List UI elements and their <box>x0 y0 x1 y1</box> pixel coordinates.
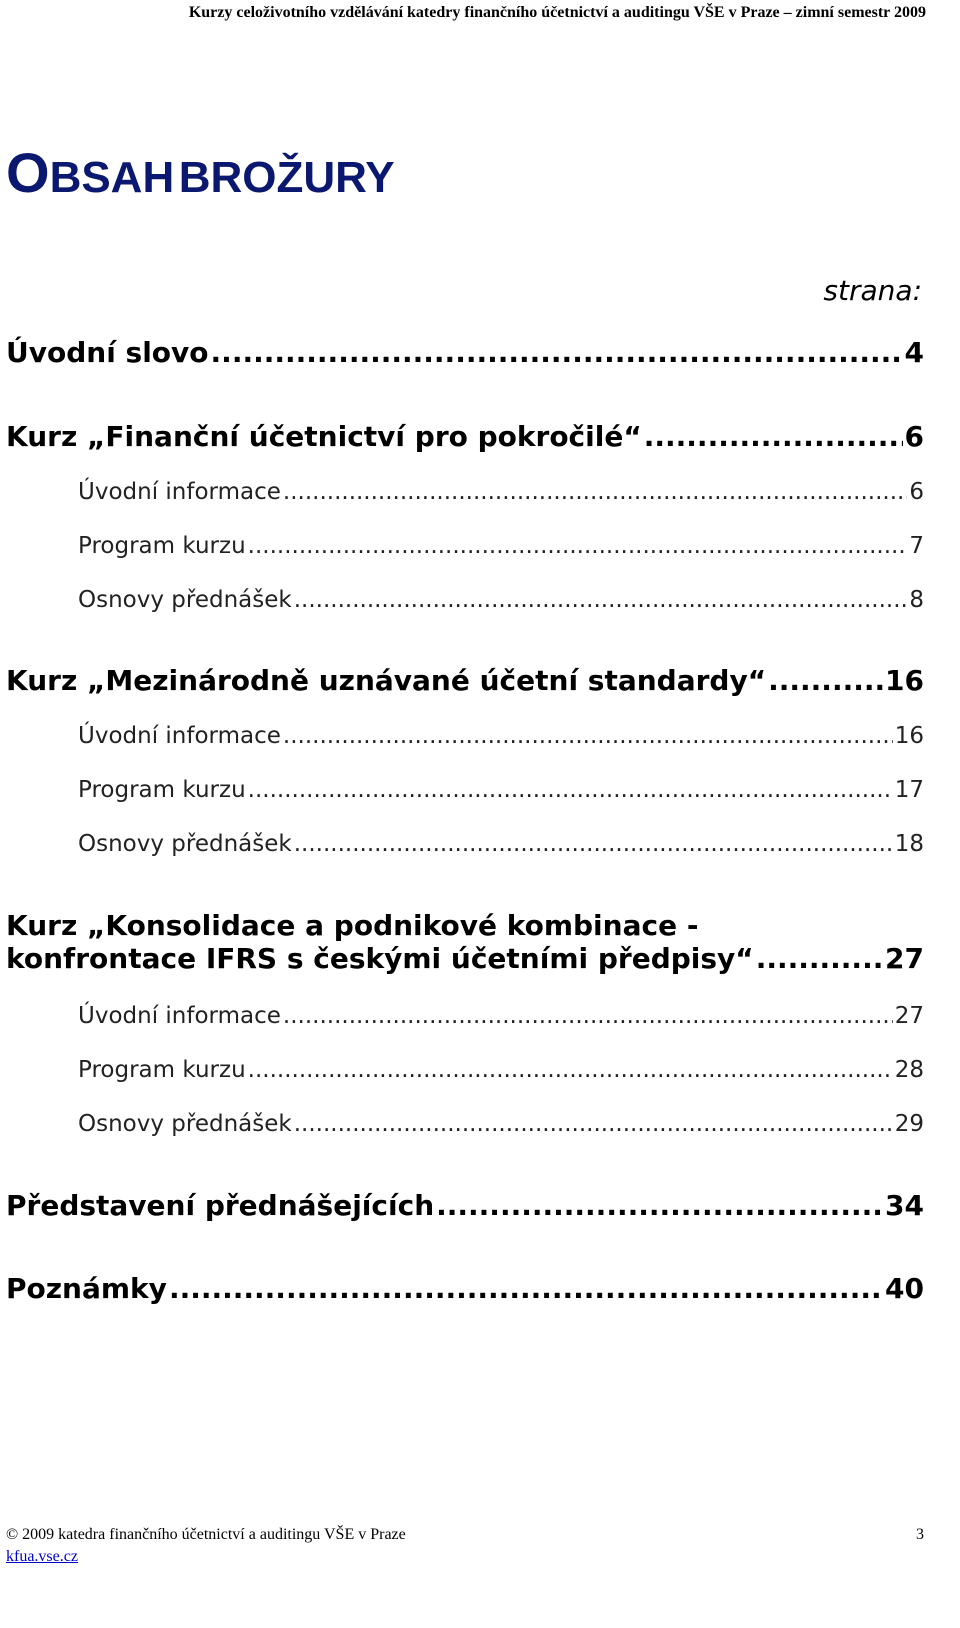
toc-subentry-page: 8 <box>909 587 924 613</box>
toc-entry-page: 34 <box>885 1189 924 1222</box>
dot-leader <box>211 336 903 369</box>
footer-page-number: 3 <box>916 1526 924 1543</box>
toc-subentry-uvodni-informace[interactable] <box>78 1003 924 1029</box>
toc-entry-page: 4 <box>904 336 924 369</box>
toc-subentry-page: 7 <box>909 533 924 559</box>
toc-subentry-label: Program kurzu <box>78 1057 246 1083</box>
dot-leader <box>248 1057 893 1083</box>
dot-leader <box>169 1272 883 1305</box>
toc-entry-label-line2: konfrontace IFRS s českými účetními předpisy“ <box>6 942 754 975</box>
page-footer <box>6 1526 924 1544</box>
dot-leader <box>283 479 907 505</box>
toc-subentry-osnovy-prednasek[interactable] <box>78 831 924 857</box>
toc-subentry-label: Osnovy přednášek <box>78 1111 292 1137</box>
title-word1-rest: BSAH <box>49 153 175 202</box>
toc-entry-kurz-financni-ucetnictvi[interactable] <box>6 420 924 453</box>
title-word2: BROŽURY <box>178 153 395 202</box>
toc-subentry-label: Osnovy přednášek <box>78 831 292 857</box>
toc-subentry-osnovy-prednasek[interactable] <box>78 587 924 613</box>
toc-subentry-page: 18 <box>894 831 924 857</box>
toc-subentry-program-kurzu[interactable] <box>78 533 924 559</box>
toc-subentry-label: Osnovy přednášek <box>78 587 292 613</box>
toc-entry-label: Představení přednášejících <box>6 1189 435 1222</box>
toc-subentry-program-kurzu[interactable] <box>78 1057 924 1083</box>
toc-subentry-program-kurzu[interactable] <box>78 777 924 803</box>
toc-entry-page: 27 <box>885 942 924 975</box>
toc-subentry-label: Úvodní informace <box>78 1003 281 1029</box>
toc-entry-line2 <box>6 942 924 975</box>
toc-subentry-page: 16 <box>894 723 924 749</box>
toc-entry-poznamky[interactable] <box>6 1272 924 1305</box>
toc-entry-kurz-mezinarodne-uznavane[interactable] <box>6 664 924 697</box>
toc-subentry-uvodni-informace[interactable] <box>78 479 924 505</box>
dot-leader <box>294 831 893 857</box>
dot-leader <box>283 1003 893 1029</box>
toc-entry-label: Kurz „Mezinárodně uznávané účetní standardy“ <box>6 664 767 697</box>
dot-leader <box>644 420 903 453</box>
toc-subentry-page: 28 <box>894 1057 924 1083</box>
dot-leader <box>294 587 908 613</box>
toc-subentry-uvodni-informace[interactable] <box>78 723 924 749</box>
dot-leader <box>294 1111 893 1137</box>
toc-entry-uvodni-slovo[interactable] <box>6 336 924 369</box>
toc-entry-label: Poznámky <box>6 1272 167 1305</box>
dot-leader <box>248 777 893 803</box>
toc-entry-predstaveni-prednasejicich[interactable] <box>6 1189 924 1222</box>
toc-subentry-page: 6 <box>909 479 924 505</box>
title-initial: O <box>6 141 50 204</box>
dot-leader <box>436 1189 883 1222</box>
toc-entry-kurz-konsolidace[interactable] <box>6 909 924 975</box>
toc-entry-page: 40 <box>885 1272 924 1305</box>
footer-copyright: © 2009 katedra finančního účetnictví a auditingu VŠE v Praze <box>6 1526 406 1543</box>
toc-subentry-label: Program kurzu <box>78 777 246 803</box>
dot-leader <box>768 664 883 697</box>
toc-subentry-page: 29 <box>894 1111 924 1137</box>
toc-subentry-label: Úvodní informace <box>78 479 281 505</box>
toc-subentry-osnovy-prednasek[interactable] <box>78 1111 924 1137</box>
toc-entry-label: Kurz „Finanční účetnictví pro pokročilé“ <box>6 420 642 453</box>
toc-entry-label-line1: Kurz „Konsolidace a podnikové kombinace - <box>6 909 699 942</box>
page-title <box>6 140 395 205</box>
toc-subentry-page: 17 <box>894 777 924 803</box>
toc-entry-page: 6 <box>904 420 924 453</box>
page-column-label: strana: <box>823 274 922 307</box>
toc-entry-page: 16 <box>885 664 924 697</box>
dot-leader <box>248 533 908 559</box>
footer-website-link[interactable]: kfua.vse.cz <box>6 1548 78 1565</box>
dot-leader <box>283 723 893 749</box>
toc-subentry-label: Program kurzu <box>78 533 246 559</box>
toc-subentry-label: Úvodní informace <box>78 723 281 749</box>
dot-leader <box>756 942 883 975</box>
running-header: Kurzy celoživotního vzdělávání katedry finančního účetnictví a auditingu VŠE v Praze – zimní semestr 2009 <box>188 4 926 21</box>
toc-entry-label: Úvodní slovo <box>6 336 209 369</box>
toc-subentry-page: 27 <box>894 1003 924 1029</box>
